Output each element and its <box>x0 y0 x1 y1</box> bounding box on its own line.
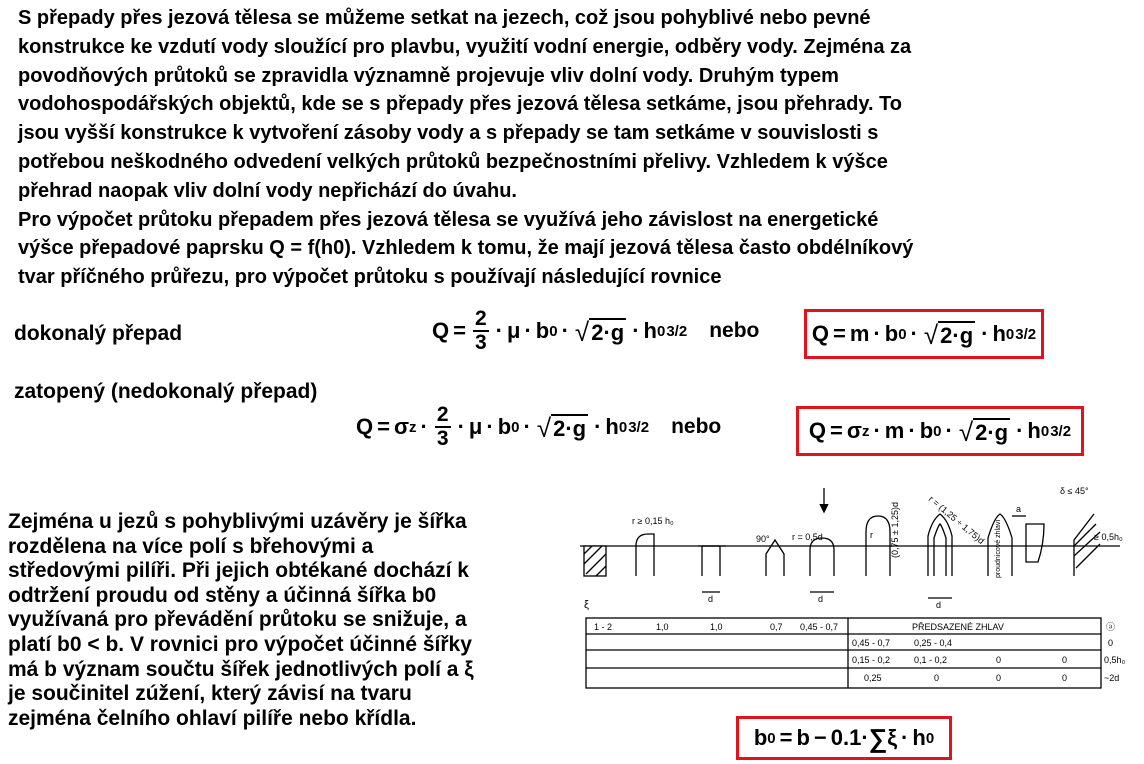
fig-label: d <box>818 594 824 604</box>
eq-symbol: = <box>453 318 466 343</box>
pier-shapes-figure <box>580 484 1136 694</box>
equation-submerged-weir-m: Q = σ z · m · b 0 · √ 2·g · h 0 3/2 <box>808 416 1072 447</box>
eq-symbol: ∑ <box>868 722 888 753</box>
eq-symbol: = <box>779 725 793 750</box>
eq-symbol: 3/2 <box>1015 325 1037 343</box>
table-cell: 0,1 - 0,2 <box>914 655 948 665</box>
label-perfect-weir: dokonalý přepad <box>14 322 183 345</box>
eq-symbol: h <box>605 414 619 439</box>
eq-symbol: 3 <box>474 331 487 354</box>
eq-symbol: m <box>884 418 905 443</box>
text-line: odtržení proudu od stěny a účinná šířka b0 <box>8 583 437 607</box>
text-line: povodňových průtoků se zpravidla významně projevuje vliv dolní vody. Druhým typem <box>18 64 839 87</box>
table-cell: 0,7 <box>770 622 783 632</box>
table-cell: 0,45 - 0,7 <box>852 638 891 648</box>
table-cell: 0,5h₀ <box>1104 655 1126 665</box>
table-cell: 1,0 <box>710 622 723 632</box>
text-line: potřebou neškodného odvedení velkých průtoků bezpečnostními přelivy. Vzhledem k výšce <box>18 150 888 173</box>
fig-label: δ ≤ 45° <box>1060 486 1089 496</box>
text-line: přehrad naopak vliv dolní vody nepřichází do úvahu. <box>18 179 517 202</box>
equation-effective-width: b 0 = b − 0.1· ∑ ξ · h 0 <box>753 722 935 753</box>
text-line: zejména čelního ohlaví pilíře nebo křídla. <box>8 706 417 730</box>
eq-symbol: 0 <box>1040 422 1050 440</box>
abutment-right-shape <box>1074 514 1100 576</box>
highlight-box-submerged <box>796 406 1084 456</box>
eq-symbol: 2 <box>436 403 449 426</box>
text-line: má b význam součtu šířek jednotlivých polí a ξ <box>8 657 474 681</box>
eq-symbol: b <box>497 414 512 439</box>
eq-symbol: Q <box>432 318 450 343</box>
fraction <box>473 308 489 354</box>
eq-symbol: 0 <box>618 418 628 436</box>
eq-symbol: 2·g <box>553 415 587 441</box>
eq-symbol: − <box>813 725 827 750</box>
highlight-box-effective-width <box>736 716 952 760</box>
eq-symbol: z <box>861 422 870 440</box>
eq-symbol: 0.1· <box>830 725 869 750</box>
eq-symbol: 0 <box>1005 325 1015 343</box>
table-cell: 0 <box>996 655 1002 665</box>
eq-symbol: b <box>919 418 934 443</box>
text-line: vodohospodářských objektů, kde se s přepady přes jezová tělesa setkáme, jsou přehrady. To <box>18 93 903 116</box>
fig-label: r <box>870 530 873 540</box>
projecting-pier-head-shape <box>1026 524 1044 562</box>
eq-symbol: 2·g <box>940 322 974 348</box>
eq-symbol: μ <box>468 414 483 439</box>
eq-symbol: 3/2 <box>666 322 688 340</box>
eq-symbol: b <box>796 725 810 750</box>
table-cell: 0 <box>1108 638 1114 648</box>
highlight-box-perfect <box>804 309 1044 359</box>
fig-label: r ≥ 0,15 h₀ <box>632 516 674 526</box>
eq-symbol: 0 <box>898 325 907 343</box>
text-line: využívaná pro převádění průtoku se snižuje, a <box>8 608 467 632</box>
eq-symbol: σ <box>393 414 410 439</box>
table-cell: 1,0 <box>656 622 669 632</box>
text-line: rozdělena na více polí s břehovými a <box>8 534 374 558</box>
eq-symbol: 3 <box>436 427 449 450</box>
eq-symbol: 0 <box>656 322 666 340</box>
eq-symbol: Q <box>808 418 827 443</box>
fig-label: d <box>936 600 942 610</box>
equation-submerged-weir: Q = σ z · $\frac{2}{3}$ · μ · b 0 · √ 2·g · h 0 3/2 nebo <box>356 403 722 450</box>
equation-perfect-weir-m: Q = m · b 0 · √ 2·g · h 0 3/2 <box>811 319 1037 350</box>
table-cell: 0,45 - 0,7 <box>800 622 839 632</box>
eq-symbol: = <box>832 321 846 346</box>
square-pier-shape <box>702 546 720 576</box>
table-cell: 0,25 - 0,4 <box>914 638 953 648</box>
eq-symbol: = <box>377 414 390 439</box>
table-cell: 1 - 2 <box>594 622 613 632</box>
sqrt: √ 2·g <box>958 416 1009 447</box>
fig-label: r = 0,5d <box>792 532 823 542</box>
rounded-abutment-shape <box>636 534 654 576</box>
eq-symbol: Q <box>356 414 374 439</box>
eq-symbol: 2 <box>474 307 487 330</box>
text-line: středovými pilíři. Při jejich obtékané dochází k <box>8 559 469 583</box>
text-line: Pro výpočet průtoku přepadem přes jezová tělesa se využívá jeho závislost na energetické <box>18 208 879 231</box>
fig-label: (0,75 ± 1,25)d <box>890 502 900 558</box>
figure-labels <box>584 486 1126 683</box>
text-line: je součinitel zúžení, který závisí na tvaru <box>8 682 412 706</box>
table-cell: ⓐ <box>1106 622 1116 632</box>
eq-symbol: = <box>830 418 843 443</box>
text-line: S přepady přes jezová tělesa se můžeme setkat na jezech, což jsou pohyblivé nebo pevné <box>18 7 871 29</box>
table-cell: PŘEDSAZENÉ ZHLAV <box>912 622 1004 632</box>
fig-label: ≥ 0,5h₀ <box>1094 532 1123 542</box>
eq-symbol: Q <box>811 321 829 346</box>
eq-symbol: b <box>753 725 768 750</box>
fig-label: r = (1,25 ÷ 1,75)d <box>926 493 987 547</box>
table-cell: 0,25 <box>864 673 882 683</box>
eq-symbol: 0 <box>933 422 942 440</box>
table-cell: 0 <box>996 673 1002 683</box>
eq-symbol: μ <box>507 318 521 343</box>
eq-symbol: b <box>884 321 899 346</box>
semicircular-pier-shape <box>810 538 834 576</box>
eq-symbol: h <box>992 321 1006 346</box>
fig-label: proudnicové zhlaví <box>995 519 1002 578</box>
eq-symbol: 0 <box>767 729 776 747</box>
label-submerged-weir: zatopený (nedokonalý přepad) <box>14 380 318 403</box>
eq-symbol: 0 <box>511 418 520 436</box>
table-cell: 0,15 - 0,2 <box>852 655 891 665</box>
sqrt: √ 2·g <box>574 316 625 347</box>
fraction <box>435 404 451 450</box>
eq-symbol: 0 <box>549 322 558 340</box>
text-line: výšce přepadové paprsku Q = f(h0). Vzhledem k tomu, že mají jezová tělesa často obdélníkový <box>18 237 914 260</box>
eq-symbol: z <box>409 418 417 436</box>
eq-symbol: 2·g <box>975 419 1009 445</box>
table-cell: ~2d <box>1104 673 1120 683</box>
eq-symbol: h <box>643 318 657 343</box>
fig-label: a <box>1016 504 1022 514</box>
eq-symbol: h <box>912 725 926 750</box>
nebo-label: nebo <box>709 319 760 342</box>
abutment-left-shape <box>584 546 606 576</box>
eq-symbol: 2·g <box>591 319 625 345</box>
eq-symbol: 0 <box>925 729 935 747</box>
pier-contraction-paragraph <box>8 510 548 731</box>
table-cell: 0 <box>1062 673 1068 683</box>
eq-symbol: 3/2 <box>1050 422 1072 440</box>
table-cell: 0 <box>934 673 940 683</box>
eq-symbol: ξ <box>887 725 898 750</box>
intro-paragraph <box>18 4 1128 292</box>
text-line: tvar příčného průřezu, pro výpočet průtoku s používají následující rovnice <box>18 266 722 289</box>
xi-symbol: ξ <box>584 599 589 611</box>
eq-symbol: σ <box>846 418 862 443</box>
sqrt: √ 2·g <box>536 412 587 443</box>
text-line: Zejména u jezů s pohyblivými uzávěry je šířka <box>8 510 467 533</box>
nebo-label: nebo <box>671 415 722 438</box>
sqrt: √ 2·g <box>923 319 974 350</box>
fig-label: d <box>708 594 714 604</box>
equation-perfect-weir: Q = $\frac{2}{3}$ · μ · b 0 · √ 2·g · h 0 3/2 nebo <box>432 307 760 354</box>
text-line: konstrukce ke vzdutí vody sloužící pro plavbu, využití vodní energie, odběry vody. Zejména za <box>18 35 912 58</box>
text-line: jsou vyšší konstrukce k vytvoření zásoby vody a s přepady se tam setkáme v souvislosti s <box>18 122 879 145</box>
eq-symbol: h <box>1027 418 1041 443</box>
text-line: platí b0 < b. V rovnici pro výpočet účinné šířky <box>8 632 472 656</box>
table-cell: 0 <box>1062 655 1068 665</box>
eq-symbol: 3/2 <box>628 418 650 436</box>
fig-label: 90° <box>756 534 770 544</box>
eq-symbol: b <box>535 318 550 343</box>
eq-symbol: m <box>849 321 870 346</box>
